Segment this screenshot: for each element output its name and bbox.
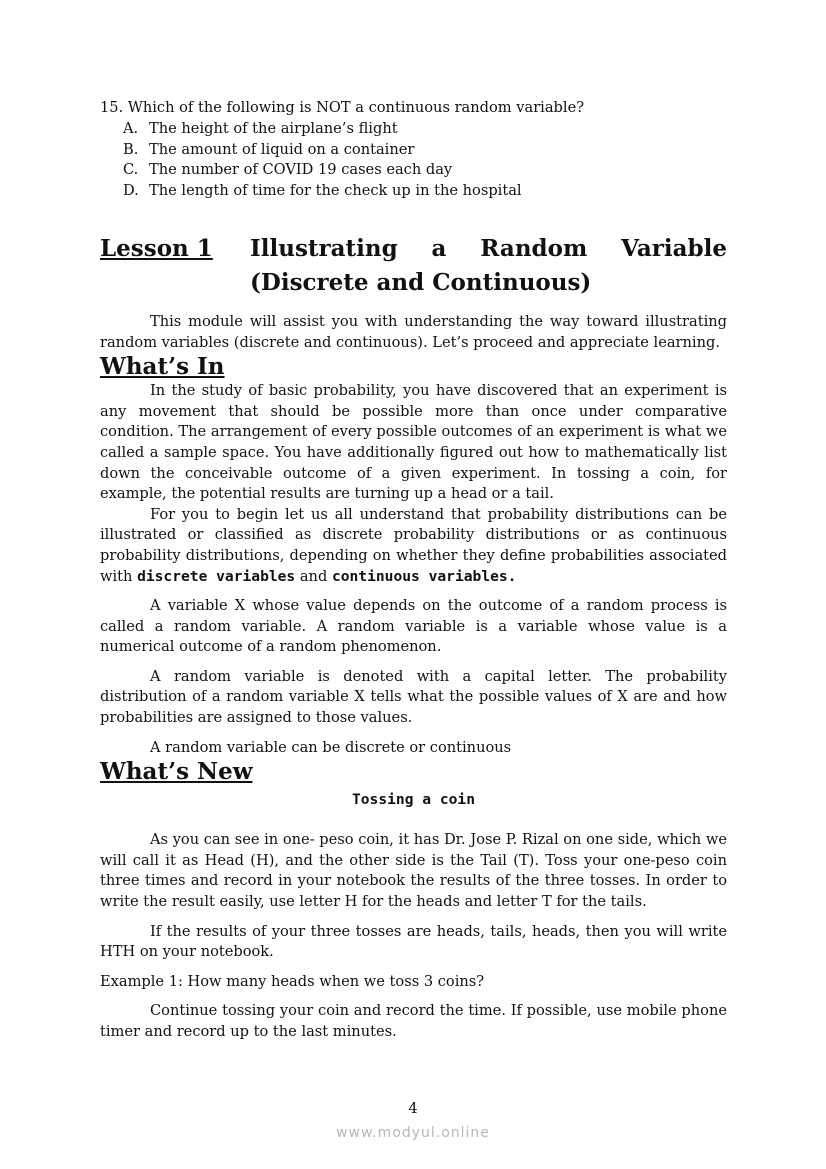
whats-in-paragraph-3: A variable X whose value depends on the outcome of a random process is called a random variable. A random variable is a variable whose value is a numerical outcome of a random phenomenon.: [100, 597, 727, 656]
tossing-coin-subheading: Tossing a coin: [351, 791, 475, 809]
lesson-subtitle: (Discrete and Continuous): [250, 268, 592, 296]
page-number: 4: [408, 1100, 418, 1117]
whats-in-paragraph-4: A random variable is denoted with a capital letter. The probability distribution of a random variable X tells what the possible values of X are and how probabilities are assigned to those values.: [100, 667, 727, 727]
intro-paragraph: This module will assist you with understanding the way toward illustrating random variables (discrete and continuous). Let’s proceed and appreciate learning.: [100, 312, 727, 351]
lesson-title: [100, 232, 727, 300]
option-b: B. The amount of liquid on a container: [123, 140, 415, 158]
whats-in-heading: What’s In: [100, 353, 225, 381]
example-1: Example 1: How many heads when we toss 3 coins?: [100, 972, 485, 990]
lesson-title-word: Illustrating: [250, 234, 398, 262]
whats-new-paragraph-1: As you can see in one- peso coin, it has Dr. Jose P. Rizal on one side, which we will call it as Head (H), and the other side is the Tail (T). Toss your one-peso coin three times and record in your notebook the results of the three tosses. In order to write the result easily, use letter H for the heads and letter T for the tails.: [100, 831, 727, 911]
option-c: C. The number of COVID 19 cases each day: [123, 161, 453, 179]
option-d: D. The length of time for the check up in the hospital: [123, 182, 522, 200]
lesson-number: Lesson 1: [100, 234, 213, 262]
option-a: A. The height of the airplane’s flight: [123, 119, 398, 137]
lesson-title-word: Random: [480, 234, 588, 262]
whats-in-paragraph-5: A random variable can be discrete or continuous: [150, 738, 512, 756]
whats-new-heading: What’s New: [100, 758, 253, 786]
page-content: [100, 98, 727, 1043]
lesson-title-word: Variable: [621, 234, 727, 262]
lesson-title-word: a: [431, 234, 447, 262]
question-15: 15. Which of the following is NOT a continuous random variable?: [100, 99, 585, 116]
whats-in-paragraph-2: For you to begin let us all understand that probability distributions can be illustrated or classified as discrete probability distributions or as continuous probability distributions, depending on whether they define probabilities associated with discrete variables and continuous variables.: [100, 505, 727, 585]
whats-new-paragraph-3: Continue tossing your coin and record the time. If possible, use mobile phone timer and record up to the last minutes.: [100, 1002, 727, 1041]
whats-in-paragraph-1: In the study of basic probability, you have discovered that an experiment is any movement that should be possible more than once under comparative condition. The arrangement of every possible outcomes of an experiment is what we called a sample space. You have additionally figured out how to mathematically list down the conceivable outcome of a given experiment. In tossing a coin, for example, the potential results are turning up a head or a tail.: [100, 382, 727, 503]
whats-new-paragraph-2: If the results of your three tosses are heads, tails, heads, then you will write HTH on your notebook.: [100, 922, 727, 961]
watermark: www.modyul.online: [336, 1125, 490, 1141]
